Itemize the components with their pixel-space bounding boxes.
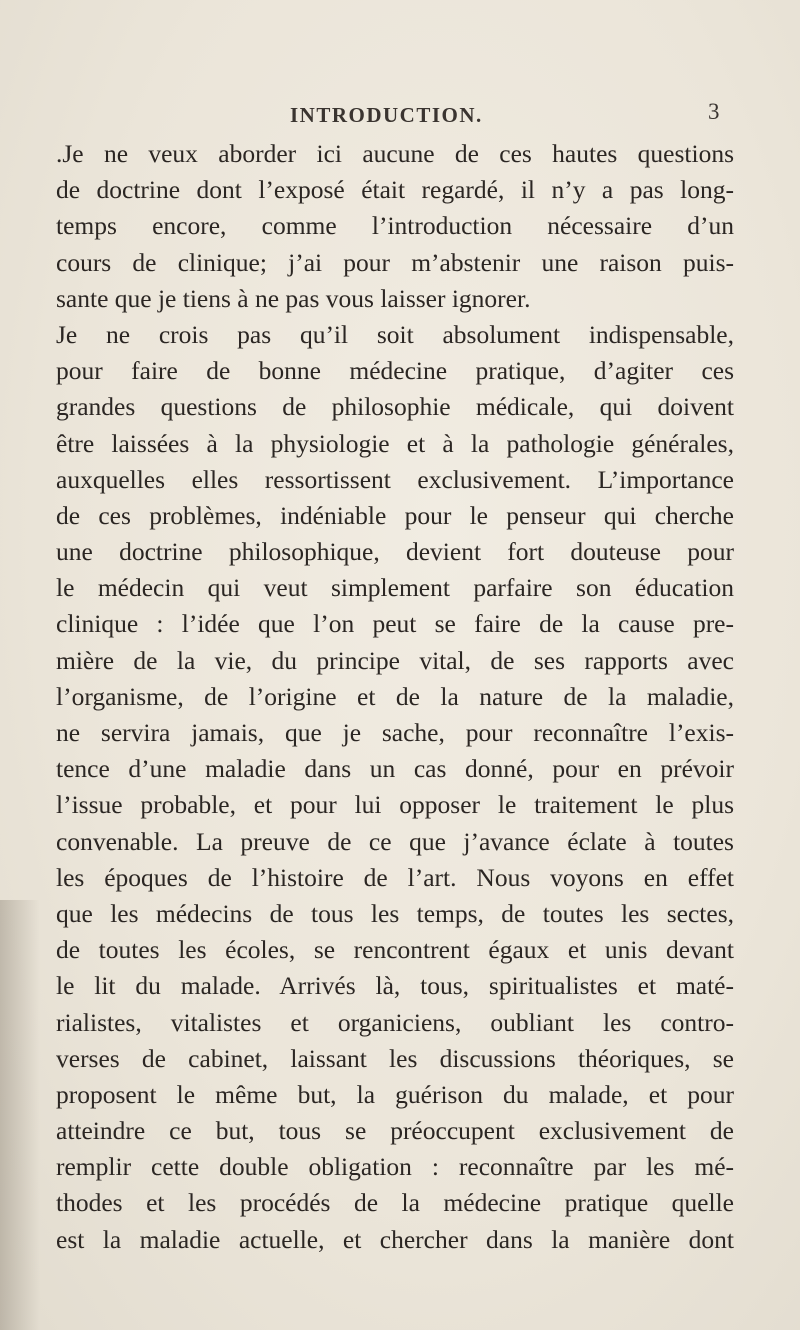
- text-line: convenable. La preuve de ce que j’avance éclate à toutes: [56, 826, 734, 856]
- text-line: mière de la vie, du principe vital, de ses rapports avec: [56, 645, 734, 675]
- text-line: .Je ne veux aborder ici aucune de ces hautes questions: [56, 139, 734, 168]
- text-line: verses de cabinet, laissant les discussions théoriques, se: [56, 1043, 734, 1073]
- text-line: sante que je tiens à ne pas vous laisser ignorer.: [56, 283, 531, 313]
- text-line: cours de clinique; j’ai pour m’abstenir une raison puis-: [56, 247, 734, 277]
- text-line: grandes questions de philosophie médicale, qui doivent: [56, 392, 734, 422]
- text-line: thodes et les procédés de la médecine pratique quelle: [56, 1188, 734, 1218]
- page-edge-shadow: [0, 900, 40, 1330]
- page-header: [0, 95, 800, 135]
- text-line: temps encore, comme l’introduction nécessaire d’un: [56, 211, 734, 241]
- text-line: remplir cette double obligation : reconnaître par les mé-: [56, 1152, 734, 1182]
- text-line: que les médecins de tous les temps, de toutes les sectes,: [56, 898, 734, 928]
- text-line: de doctrine dont l’exposé était regardé, il n’y a pas long-: [56, 175, 734, 205]
- text-line: tence d’une maladie dans un cas donné, pour en prévoir: [56, 754, 734, 784]
- text-line: l’organisme, de l’origine et de la nature de la maladie,: [56, 681, 734, 711]
- text-line: être laissées à la physiologie et à la pathologie générales,: [56, 428, 734, 458]
- text-line: une doctrine philosophique, devient fort douteuse pour: [56, 537, 734, 567]
- text-line: clinique : l’idée que l’on peut se faire de la cause pre-: [56, 609, 734, 639]
- text-line: auxquelles elles ressortissent exclusivement. L’importance: [56, 464, 734, 494]
- text-line: de ces problèmes, indéniable pour le penseur qui cherche: [56, 500, 734, 530]
- text-line: de toutes les écoles, se rencontrent égaux et unis devant: [56, 935, 734, 965]
- text-line: proposent le même but, la guérison du malade, et pour: [56, 1079, 734, 1109]
- text-line: rialistes, vitalistes et organiciens, oubliant les contro-: [56, 1007, 734, 1037]
- text-line: ne servira jamais, que je sache, pour reconnaître l’exis-: [56, 718, 734, 747]
- text-line: les époques de l’histoire de l’art. Nous voyons en effet: [56, 862, 734, 892]
- body-text: [56, 136, 734, 1258]
- text-line: atteindre ce but, tous se préoccupent exclusivement de: [56, 1116, 734, 1146]
- page-number: 3: [708, 99, 720, 124]
- text-line: Je ne crois pas qu’il soit absolument indispensable,: [56, 319, 734, 349]
- text-line: le lit du malade. Arrivés là, tous, spiritualistes et maté-: [56, 971, 734, 1001]
- text-line: est la maladie actuelle, et chercher dans la manière dont: [56, 1224, 734, 1254]
- running-head: INTRODUCTION.: [290, 103, 483, 127]
- text-line: le médecin qui veut simplement parfaire son éducation: [56, 573, 734, 603]
- text-line: pour faire de bonne médecine pratique, d’agiter ces: [56, 356, 734, 386]
- text-line: l’issue probable, et pour lui opposer le traitement le plus: [56, 790, 734, 820]
